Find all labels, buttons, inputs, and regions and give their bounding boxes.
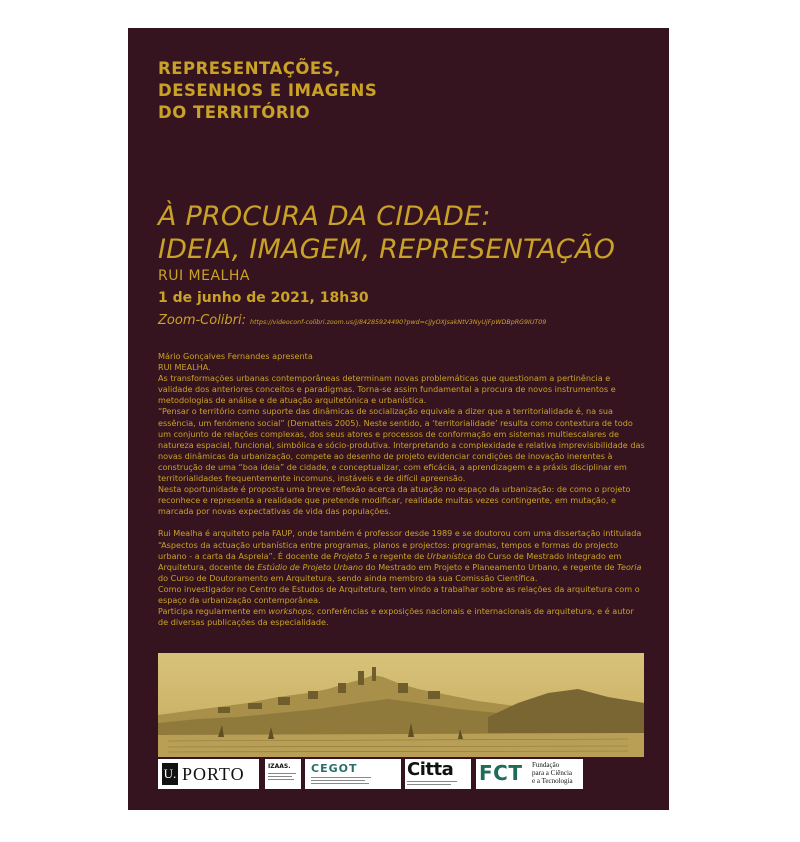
event-date: 1 de junho de 2021, 18h30	[158, 290, 369, 306]
abstract-paragraph: RUI MEALHA.	[158, 362, 211, 373]
cegot-logo	[305, 759, 401, 789]
fct-name-line: e a Tecnologia	[532, 777, 573, 785]
uporto-name: PORTO	[182, 764, 245, 784]
series-title-line: DO TERRITÓRIO	[158, 103, 311, 122]
zoom-link[interactable]: https://videoconf-colibri.zoom.us/j/84285924490?pwd=cjJyOXJsakNtV3NyUjFpWDBpRG9IUT09	[250, 319, 547, 326]
fct-abbr: FCT	[479, 761, 523, 785]
panorama-illustration	[158, 653, 644, 757]
abstract-paragraph: Nesta oportunidade é proposta uma breve reflexão acerca da atuação no espaço da urbanização: de como o projeto reconhece e representa a realidade que pretende modificar, realidade muitas vezes contingente, em mutação, e marcada por novas expectativas de vida das populações.	[158, 484, 631, 517]
bio-paragraph: Rui Mealha é arquiteto pela FAUP, onde também é professor desde 1989 e se doutorou com uma dissertação intitulada “Aspectos da actuação urbanística entre programas, planos e projectos: programas, tempos e formas do projecto urbano - a carta da Asprela”. É docente de Projeto 5 e regente de Urbanística do Curso de Mestrado Integrado em Arquitetura, docente de Estúdio de Projeto Urbano do Mestrado em Projeto e Planeamento Urbano, e regente de Teoria do Curso de Doutoramento em Arquitetura, sendo ainda membro da sua Comissão Científica.	[158, 528, 642, 583]
talk-title-line: IDEIA, IMAGEM, REPRESENTAÇÃO	[158, 234, 616, 265]
uporto-u-mark: U.	[162, 763, 178, 785]
poster	[128, 28, 669, 810]
izaas-logo	[265, 759, 301, 789]
talk-title	[158, 200, 615, 266]
citta-logo	[405, 759, 471, 789]
fct-logo	[476, 759, 583, 789]
izaas-name: IZAAS.	[268, 763, 291, 770]
bio-paragraph: Como investigador no Centro de Estudos de Arquitetura, tem vindo a trabalhar sobre as relações da arquitetura com o espaço da urbanização contemporânea.	[158, 583, 640, 605]
partner-logos	[158, 759, 644, 791]
cegot-name: CEGOT	[311, 762, 358, 775]
zoom-info	[158, 313, 546, 328]
abstract-paragraph: Mário Gonçalves Fernandes apresenta	[158, 351, 313, 361]
city-panorama-drawing	[158, 653, 644, 757]
speaker-name: RUI MEALHA	[158, 268, 250, 284]
citta-name: Citta	[407, 759, 454, 780]
zoom-label: Zoom-Colibri:	[158, 313, 247, 328]
series-title	[158, 58, 377, 124]
talk-title-line: À PROCURA DA CIDADE:	[158, 201, 491, 232]
series-title-line: DESENHOS E IMAGENS	[158, 81, 378, 100]
body-text	[158, 351, 646, 628]
series-title-line: REPRESENTAÇÕES,	[158, 59, 341, 78]
fct-name-line: Fundação	[532, 761, 560, 769]
abstract-paragraph: “Pensar o território como suporte das dinâmicas de socialização equivale a dizer que a territorialidade é, na sua essência, um fenómeno social” (Dematteis 2005). Neste sentido, a ‘territorialidade’ resulta como contextura de todo um conjunto de relações complexas, dos seus atores e processos de conformação em sistemas multiescalares de natureza espacial, funcional, simbólica e sócio-produtiva. Interpretando a complexidade e relativa imprevisibilidade das novas dinâmicas da urbanização, compete ao desenho de projeto evidenciar condições de inovação inerentes à construção de uma “boa ideia” de cidade, e conceptualizar, com eficácia, a aprendizagem e a práxis disciplinar em territorialidades frequentemente incomuns, instáveis e de difícil apreensão.	[158, 406, 645, 484]
uporto-logo	[158, 759, 259, 789]
bio-paragraph: Participa regularmente em workshops, conferências e exposições nacionais e internacionais de arquitetura, e é autor de diversas publicações da especialidade.	[158, 606, 634, 628]
abstract-paragraph: As transformações urbanas contemporâneas determinam novas problemáticas que questionam a pertinência e validade dos anteriores conceitos e paradigmas. Torna-se assim fundamental a procura de novos instrumentos e metodologias de análise e de atuação arquitetónica e urbanística.	[158, 373, 616, 406]
fct-name-line: para a Ciência	[532, 769, 573, 777]
